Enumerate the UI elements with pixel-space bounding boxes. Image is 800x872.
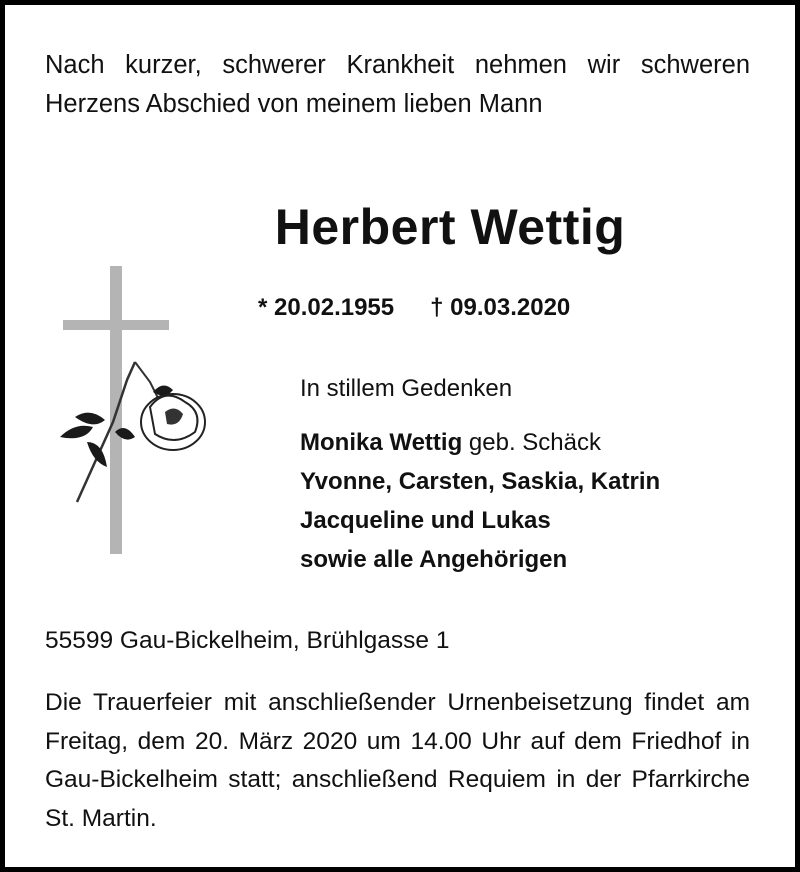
mourner-spouse: Monika Wettig [300,429,463,456]
cross-with-rose-icon [55,262,215,557]
mourner-line-4: sowie alle Angehörigen [300,546,568,573]
mourner-spouse-maiden: geb. Schäck [462,429,601,456]
address: 55599 Gau-Bickelheim, Brühlgasse 1 [45,627,450,654]
life-dates [258,294,606,322]
intro-text: Nach kurzer, schwerer Krankheit nehmen wir schweren Herzens Abschied von meinem lieben Mann [45,51,750,118]
mourner-line-3: Jacqueline und Lukas [300,507,551,534]
mourner-line-1 [300,423,660,462]
mourner-line-2: Yvonne, Carsten, Saskia, Katrin [300,468,661,495]
deceased-name: Herbert Wettig [274,199,626,255]
ceremony-text: Die Trauerfeier mit anschließender Urnenbeisetzung findet am Freitag, dem 20. März 2020 um 14.00 Uhr auf dem Friedhof in Gau-Bickelheim statt; anschließend Requiem in der Pfarrkirche St. Martin. [45,689,750,832]
death-date: † 09.03.2020 [430,294,571,321]
birth-date: * 20.02.1955 [258,294,395,321]
mourners-heading: In stillem Gedenken [300,375,513,402]
mourners-block [300,369,660,579]
